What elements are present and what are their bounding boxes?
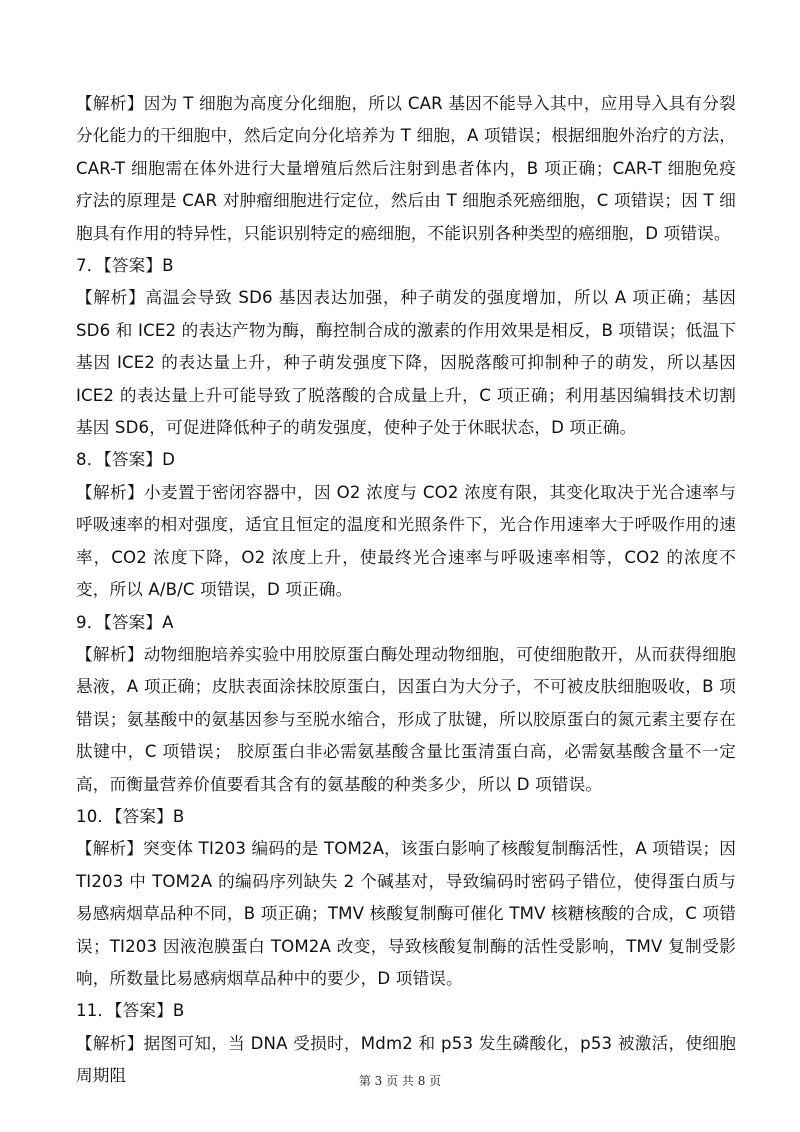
q8-analysis: 【解析】小麦置于密闭容器中，因 O2 浓度与 CO2 浓度有限，其变化取决于光合速率与呼吸速率的相对强度，适宜且恒定的温度和光照条件下，光合作用速率大于呼吸作用的速率，CO2 浓度下降，O2 浓度上升，使最终光合速率与呼吸速率相等，CO2 的浓度不变，所以 A/B/C 项错误，D 项正确。 <box>76 482 736 600</box>
q6-analysis: 【解析】因为 T 细胞为高度分化细胞，所以 CAR 基因不能导入其中，应用导入具有分裂分化能力的干细胞中，然后定向分化培养为 T 细胞，A 项错误；根据细胞外治疗的方法，CAR-T 细胞需在体外进行大量增殖后然后注射到患者体内，B 项正确；CAR-T 细胞免疫疗法的原理是 CAR 对肿瘤细胞进行定位，然后由 T 细胞杀死癌细胞，C 项错误；因 T 细胞具有作用的特异性，只能识别特定的癌细胞，不能识别各种类型的癌细胞，D 项错误。 <box>76 94 736 243</box>
q10-analysis: 【解析】突变体 TI203 编码的是 TOM2A，该蛋白影响了核酸复制酶活性，A 项错误；因 TI203 中 TOM2A 的编码序列缺失 2 个碱基对，导致编码时密码子错位，使得蛋白质与易感病烟草品种不同，B 项正确；TMV 核酸复制酶可催化 TMV 核糖核酸的合成，C 项错误；TI203 因液泡膜蛋白 TOM2A 改变，导致核酸复制酶的活性受影响，TMV 复制受影响，所数量比易感病烟草品种中的要少，D 项错误。 <box>76 839 736 988</box>
q10-answer: 10．【答案】B <box>76 806 185 826</box>
q9-analysis: 【解析】动物细胞培养实验中用胶原蛋白酶处理动物细胞，可使细胞散开，从而获得细胞悬液，A 项正确；皮肤表面涂抹胶原蛋白，因蛋白为大分子，不可被皮肤细胞吸收，B 项错误；氨基酸中的氨基因参与至脱水缩合，形成了肽键，所以胶原蛋白的氮元素主要存在肽键中，C 项错误； 胶原蛋白非必需氨基酸含量比蛋清蛋白高，必需氨基酸含量不一定高，而衡量营养价值要看其含有的氨基酸的种类多少，所以 D 项错误。 <box>76 644 736 794</box>
q7-analysis: 【解析】高温会导致 SD6 基因表达加强，种子萌发的强度增加，所以 A 项正确；基因 SD6 和 ICE2 的表达产物为酶，酶控制合成的激素的作用效果是相反，B 项错误；低温下基因 ICE2 的表达量上升，种子萌发强度下降，因脱落酸可抑制种子的萌发，所以基因 ICE2 的表达量上升可能导致了脱落酸的合成量上升，C 项正确；利用基因编辑技术切割基因 SD6，可促进降低种子的萌发强度，使种子处于休眠状态，D 项正确。 <box>76 288 736 438</box>
page-footer: 第 3 页 共 8 页 <box>358 1074 442 1088</box>
answer-analysis-content <box>76 88 736 1093</box>
q11-analysis: 【解析】据图可知，当 DNA 受损时，Mdm2 和 p53 发生磷酸化，p53 被激活，使细胞周期阻 <box>76 1033 736 1086</box>
q7-answer: 7．【答案】B <box>76 256 174 276</box>
q8-answer: 8．【答案】D <box>76 450 176 470</box>
q9-answer: 9．【答案】A <box>76 612 174 632</box>
q11-answer: 11．【答案】B <box>76 1001 185 1021</box>
